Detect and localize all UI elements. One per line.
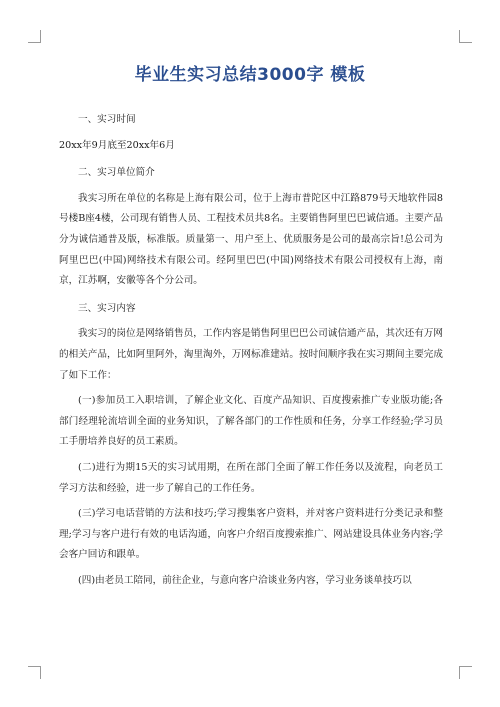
section-heading-company-intro: 二、实习单位简介 bbox=[78, 167, 155, 179]
company-intro-paragraph: 我实习所在单位的名称是上海有限公司，位于上海市普陀区中江路879号天地软件园8号楼B座4楼，公司现有销售人员、工程技术员共8名。主要销售阿里巴巴诚信通。主要产品分为诚信通普及版，标准版。质量第一、用户至上、优质服务是公司的最高宗旨!总公司为阿里巴巴(中国)网络技术有限公司。经阿里巴巴(中国)网络技术有限公司授权有上海，南京，江苏啊，安徽等各个分公司。 bbox=[59, 192, 443, 287]
crop-mark-bottom-right bbox=[459, 666, 472, 679]
task-paragraph-2: (二)进行为期15天的实习试用期，在所在部门全面了解工作任务以及流程，向老员工学习方法和经验，进一步了解自己的工作任务。 bbox=[59, 461, 443, 494]
crop-mark-bottom-left bbox=[28, 666, 41, 679]
crop-mark-top-left bbox=[28, 30, 41, 43]
crop-mark-top-right bbox=[459, 30, 472, 43]
task-paragraph-1: (一)参加员工入职培训，了解企业文化、百度产品知识、百度搜索推广专业版功能;各部门经理轮流培训全面的业务知识，了解各部门的工作性质和任务，分享工作经验;学习员工手册培养良好的员工素质。 bbox=[59, 395, 443, 448]
task-paragraph-3: (三)学习电话营销的方法和技巧;学习搜集客户资料，并对客户资料进行分类记录和整理;学习与客户进行有效的电话沟通，向客户介绍百度搜索推广、网站建设具体业务内容;学会客户回访和跟单。 bbox=[59, 508, 443, 561]
internship-content-paragraph: 我实习的岗位是网络销售员，工作内容是销售阿里巴巴公司诚信通产品，其次还有万网的相关产品，比如阿里阿外，淘里淘外，万网标准建站。按时间顺序我在实习期间主要完成了如下工作： bbox=[59, 328, 443, 381]
task-paragraph-4: (四)由老员工陪同，前往企业，与意向客户洽谈业务内容，学习业务谈单技巧以 bbox=[78, 574, 412, 586]
document-body bbox=[59, 110, 443, 591]
section-heading-internship-period: 一、实习时间 bbox=[78, 114, 136, 125]
section-heading-internship-content: 三、实习内容 bbox=[78, 302, 136, 314]
document-title: 毕业生实习总结3000字 模板 bbox=[134, 65, 366, 85]
internship-period-text: 20xx年9月底至20xx年6月 bbox=[59, 139, 175, 151]
